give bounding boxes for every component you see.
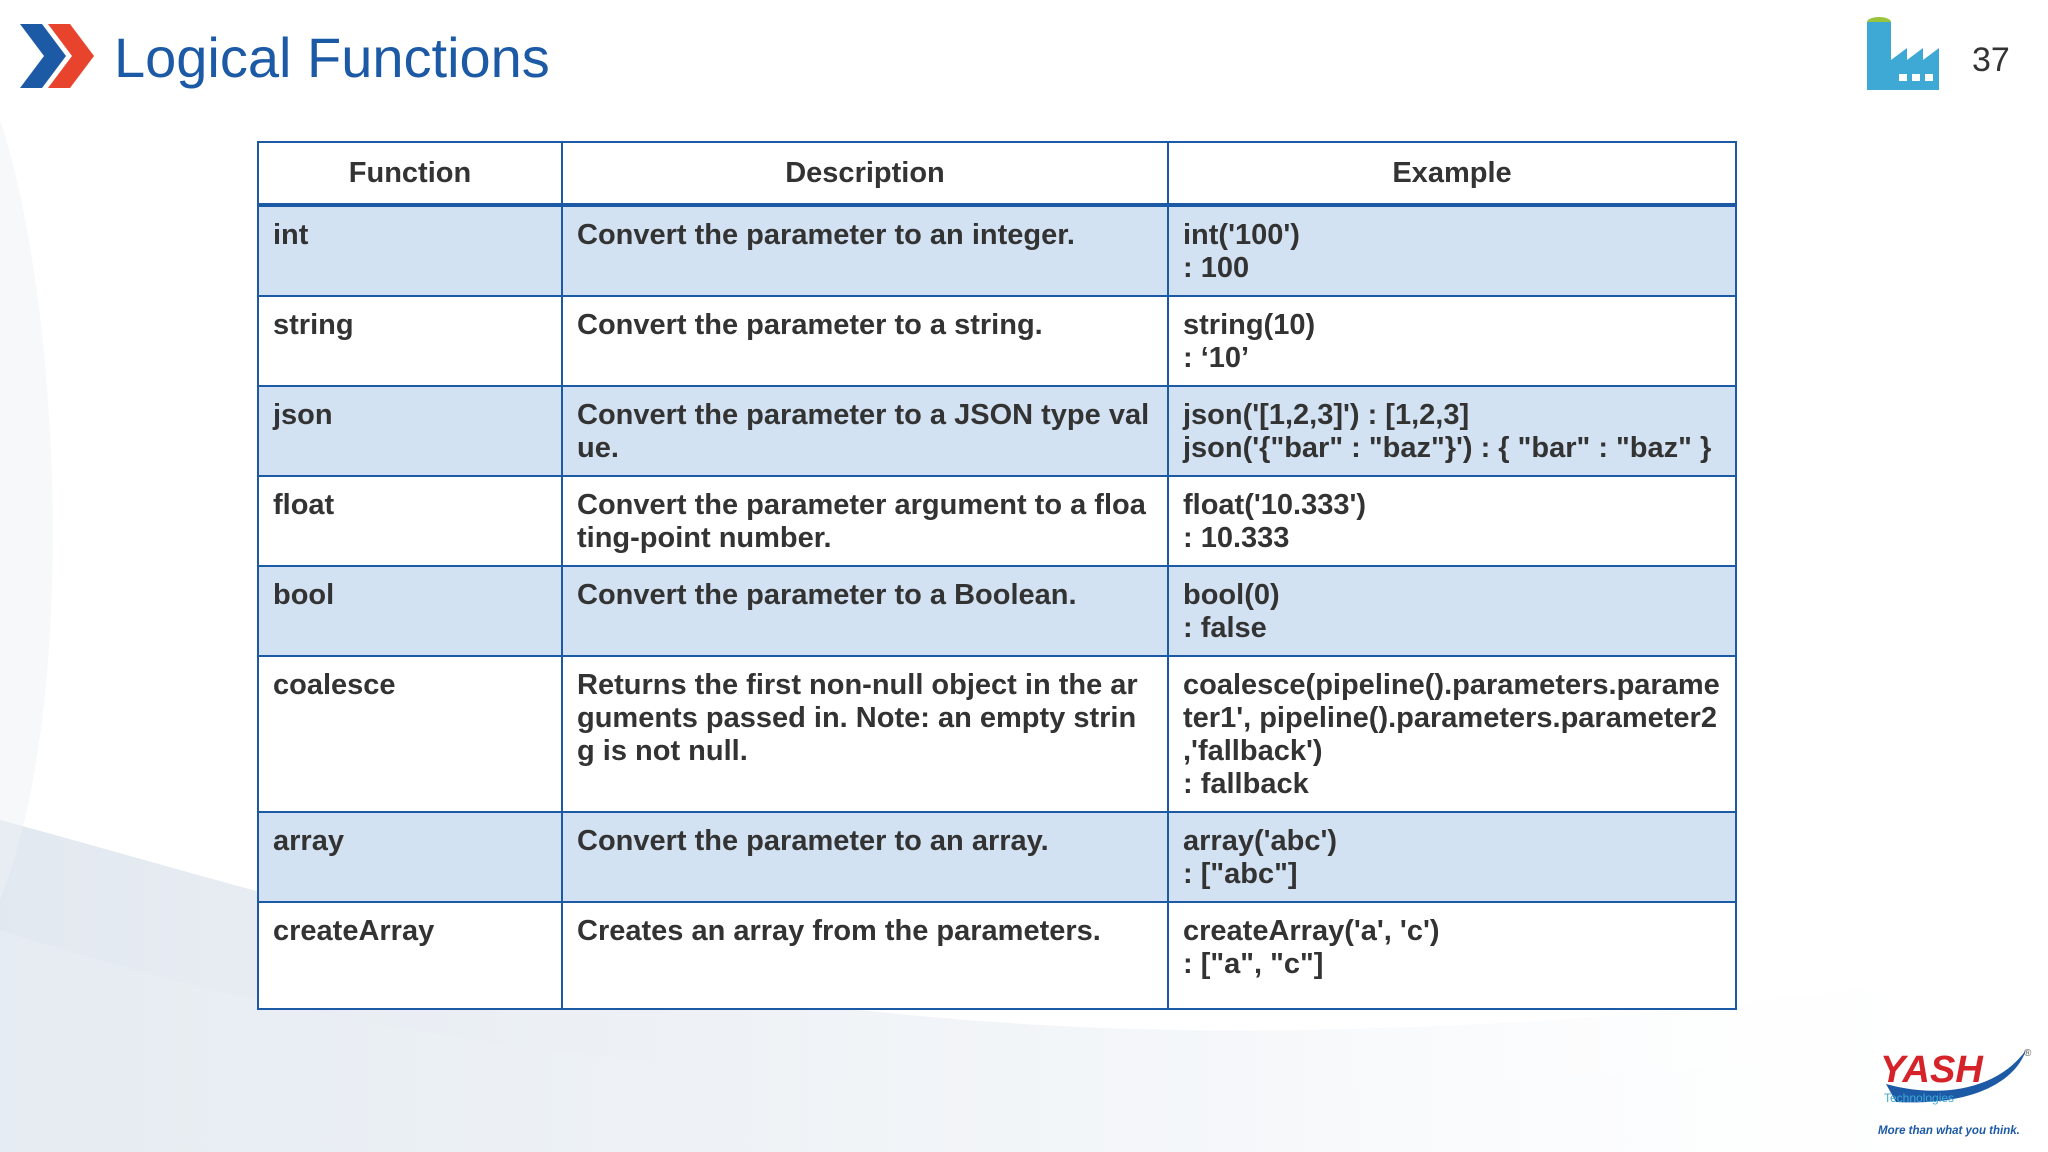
function-cell: coalesce: [258, 656, 562, 812]
example-cell: coalesce(pipeline().parameters.parameter1', pipeline().parameters.parameter2 ,'fallback') : fallback: [1168, 656, 1736, 812]
table-row: [258, 812, 1736, 902]
function-cell: string: [258, 296, 562, 386]
logo-tagline: More than what you think.: [1878, 1125, 2020, 1137]
yash-technologies-logo: [1876, 1044, 2036, 1140]
description-cell: Convert the parameter argument to a floating-point number.: [562, 476, 1168, 566]
function-cell: bool: [258, 566, 562, 656]
logo-brand: YASH: [1880, 1049, 1983, 1091]
example-cell: float('10.333') : 10.333: [1168, 476, 1736, 566]
example-cell: int('100') : 100: [1168, 205, 1736, 296]
double-chevron-icon: [20, 24, 96, 88]
column-header-example: Example: [1168, 142, 1736, 205]
logical-functions-table: [257, 141, 1737, 1010]
logo-subtitle: Technologies: [1884, 1091, 1955, 1105]
description-cell: Convert the parameter to an array.: [562, 812, 1168, 902]
example-cell: createArray('a', 'c') : ["a", "c"]: [1168, 902, 1736, 1009]
description-cell: Creates an array from the parameters.: [562, 902, 1168, 1009]
table-row: [258, 386, 1736, 476]
column-header-function: Function: [258, 142, 562, 205]
example-cell: string(10) : ‘10’: [1168, 296, 1736, 386]
table-row: [258, 205, 1736, 296]
factory-icon: [1866, 16, 1944, 90]
function-cell: createArray: [258, 902, 562, 1009]
page-title: Logical Functions: [114, 26, 550, 89]
table-row: [258, 902, 1736, 1009]
table-row: [258, 296, 1736, 386]
table-row: [258, 656, 1736, 812]
page-number: 37: [1972, 41, 2010, 79]
description-cell: Convert the parameter to a JSON type value.: [562, 386, 1168, 476]
example-cell: array('abc') : ["abc"]: [1168, 812, 1736, 902]
function-cell: json: [258, 386, 562, 476]
function-cell: float: [258, 476, 562, 566]
registered-mark: ®: [2024, 1048, 2032, 1059]
example-cell: json('[1,2,3]') : [1,2,3] json('{"bar" : "baz"}') : { "bar" : "baz" }: [1168, 386, 1736, 476]
table-row: [258, 476, 1736, 566]
example-cell: bool(0) : false: [1168, 566, 1736, 656]
column-header-description: Description: [562, 142, 1168, 205]
table-header-row: [258, 142, 1736, 205]
description-cell: Convert the parameter to a string.: [562, 296, 1168, 386]
table-row: [258, 566, 1736, 656]
function-cell: array: [258, 812, 562, 902]
function-cell: int: [258, 205, 562, 296]
description-cell: Convert the parameter to an integer.: [562, 205, 1168, 296]
description-cell: Returns the first non-null object in the arguments passed in. Note: an empty string is not null.: [562, 656, 1168, 812]
description-cell: Convert the parameter to a Boolean.: [562, 566, 1168, 656]
